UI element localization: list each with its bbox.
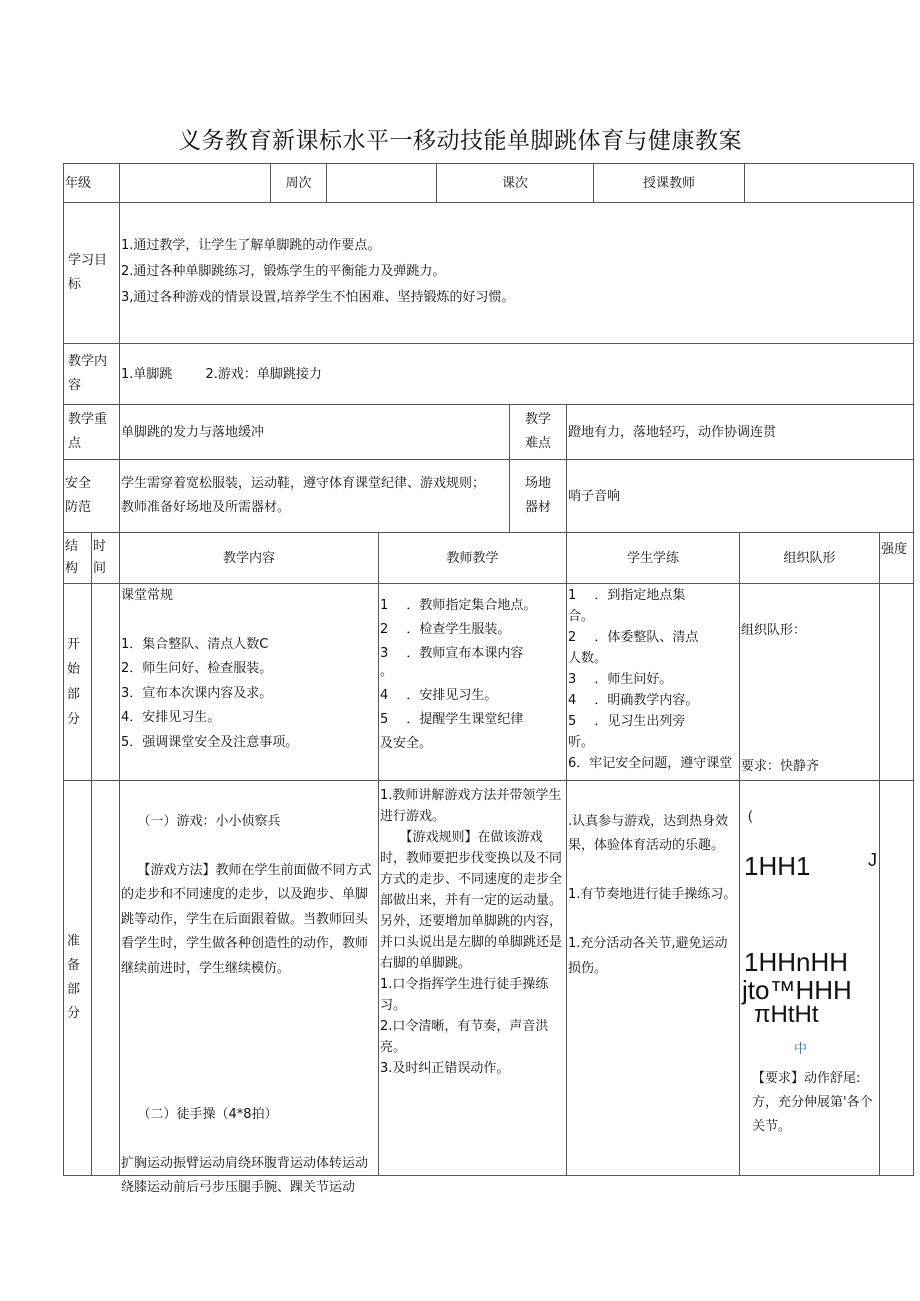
student-line: 人数。 [568,651,608,666]
week-label: 周次 [270,163,327,203]
teacher-line: 3.及时纠正错误动作。 [380,1061,510,1076]
prep-content [119,780,379,1195]
teacher-line: 1 ．教师指定集合地点。 [380,598,537,613]
equipment-label: 场地器材 [509,459,567,533]
prep-teacher [378,780,567,1176]
prep-intensity[interactable] [879,780,914,1176]
week-value[interactable] [326,163,437,203]
content-line: 扩胸运动振臂运动肩绕环腹背运动体转运动绕膝运动前后弓步压腿手腕、踝关节运动 [121,1155,369,1195]
grade-value[interactable] [119,163,271,203]
start-teacher [378,583,567,781]
teacher-label: 授课教师 [593,163,745,203]
teacher-line: 及安全。 [380,736,433,751]
student-line: .认真参与游戏，达到热身效果，体验体育活动的乐趣。 [568,813,729,853]
teacher-line: 2 ．检查学生服装。 [380,622,511,637]
objective-item: 3,通过各种游戏的情景设置,培养学生不怕困难、坚持锻炼的好习惯。 [121,290,515,305]
content-line: 3．宣布本次课内容及求。 [121,685,273,701]
objectives-list [119,202,914,344]
content-line [121,1006,377,1030]
student-line: 4 ．明确教学内容。 [568,693,699,708]
teacher-value[interactable] [744,163,914,203]
content-label: 教学内容 [63,343,120,405]
prep-formation [739,780,880,1176]
content-line: 1．集合整队、清点人数C [121,636,269,652]
student-line: 6．牢记安全问题，遵守课堂 [568,756,733,771]
teacher-line: 【游戏规则】在做该游戏时，教师要把步伐变换以及不同方式的走步、不同速度的走步全部做出来，并有一定的运动量。另外，还要增加单脚跳的内容，并口头说出是左脚的单脚跳还是右脚的单脚跳。 [380,830,563,971]
objective-item: 2.通过各种单脚跳练习，锻炼学生的平衡能力及弹跳力。 [121,264,446,279]
col-structure: 结构 [63,532,92,584]
content-line: 2．师生问好、检查服装。 [121,661,273,676]
student-line: 1.有节奏地进行徒手操练习。 [568,887,737,902]
objective-item: 1.通过教学，让学生了解单脚跳的动作要点。 [121,238,381,253]
teacher-line: 3 ．教师宣布本课内容 [380,646,524,661]
start-formation [739,583,880,781]
start-student [566,583,740,781]
formation-diagram-row: jto™HHH [742,975,852,1005]
content-line: （一）游戏：小小侦察兵 [121,813,281,829]
content-line: 【游戏方法】教师在学生前面做不同方式的走步和不同速度的走步，以及跑步、单脚跳等动作，学生在后面跟着做。当教师回头看学生时，学生做各种创造性的动作，教师继续前进时，学生继续模仿。 [121,862,372,976]
teacher-line: 2.口令清晰，有节奏，声音洪亮。 [380,1019,549,1055]
content-line [121,1054,377,1078]
prep-label: 准备部分 [63,780,92,1176]
formation-diagram-mark: J [868,850,877,870]
formation-diagram-row: 1HH1 [744,851,811,881]
formation-requirement: 【要求】动作舒尾:方，充分伸展第'各个关节。 [752,1071,873,1134]
col-teacher: 教师教学 [378,532,567,584]
diagram-paren: ( [748,808,753,823]
student-line: 1.充分活动各关节,避免运动损伤。 [568,936,728,976]
content-line [121,609,377,633]
student-line: 听。 [568,735,595,750]
teacher-position-marker: 中 [794,1042,808,1057]
equipment-value: 哨子音响 [566,459,914,533]
student-line: 3 ．师生问好。 [568,672,673,687]
content-line: 4．安排见习生。 [121,710,221,725]
student-line: 5 ．见习生出列旁 [568,714,686,729]
col-content: 教学内容 [119,532,379,584]
safety-label: 安全防范 [63,459,120,533]
start-label: 开始部分 [63,583,92,781]
col-intensity: 强度 [879,532,914,584]
col-student: 学生学练 [566,532,740,584]
formation-diagram-row: 1HHnHH [744,947,849,977]
formation-requirement: 要求：快静齐 [741,759,820,774]
focus-value: 单脚跳的发力与落地缓冲 [119,404,510,460]
focus-label: 教学重点 [63,404,120,460]
lesson-label: 课次 [436,163,594,203]
grade-label: 年级 [63,163,120,203]
content-line: （二）徒手操（4*8拍） [121,1106,278,1122]
start-time[interactable] [91,583,120,781]
safety-value: 学生需穿着宽松服装，运动鞋，遵守体育课堂纪律、游戏规则；教师准备好场地及所需器材。 [119,459,510,533]
student-line: 2 ．体委整队、清点 [568,630,699,645]
content-line: 课堂常规 [121,588,174,603]
prep-student [566,780,740,1176]
teacher-line: 1.口令指挥学生进行徒手操练习。 [380,977,549,1013]
teacher-line: 。 [380,664,394,679]
page-title: 义务教育新课标水平一移动技能单脚跳体育与健康教案 [178,128,742,154]
prep-time[interactable] [91,780,120,1176]
teacher-line: 4 ．安排见习生。 [380,688,498,703]
start-intensity[interactable] [879,583,914,781]
objectives-label: 学习目标 [63,202,120,344]
col-time: 时间 [91,532,120,584]
difficulty-label: 教学难点 [509,404,567,460]
student-line: 合。 [568,609,595,624]
content-line: 5．强调课堂安全及注意事项。 [121,734,299,750]
difficulty-value: 蹬地有力，落地轻巧，动作协调连贯 [566,404,914,460]
formation-diagram-row: πHtHt [754,1001,819,1028]
content-value: 1.单脚跳 2.游戏：单脚跳接力 [119,343,914,405]
col-formation: 组织队形 [739,532,880,584]
teacher-line: 1.教师讲解游戏方法并带领学生进行游戏。 [380,788,562,824]
teacher-line: 5 ．提醒学生课堂纪律 [380,712,524,727]
student-line: 1 ．到指定地点集 [568,588,686,603]
formation-label: 组织队形： [741,623,807,638]
start-content [119,583,379,781]
